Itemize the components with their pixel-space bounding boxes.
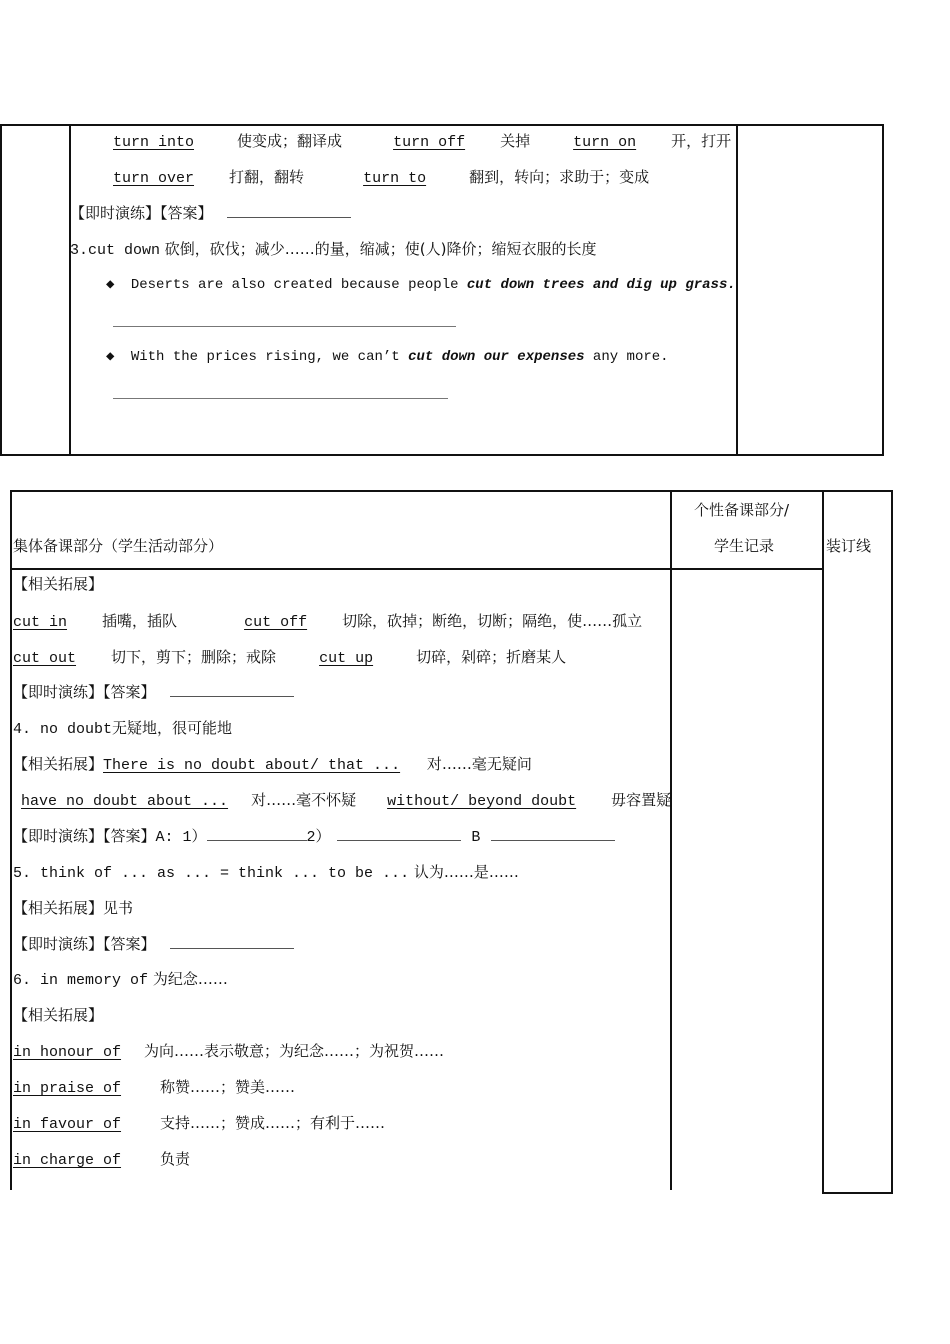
- example-text: Deserts are also created because people: [130, 277, 467, 293]
- no-doubt-extension-row: [13, 754, 532, 776]
- top-table-col-divider-left: [69, 124, 71, 456]
- related-extension-label: 【相关拓展】: [13, 575, 104, 593]
- answer-a2-label: 2）: [306, 829, 331, 846]
- item-5-phrase: 5. think of ... as ... = think ... to be ...: [13, 865, 410, 882]
- meaning: 支持……；赞成……；有利于……: [160, 1114, 386, 1132]
- example-sentence-2: [106, 347, 669, 367]
- answer-blank-b[interactable]: [491, 826, 615, 841]
- item-4-phrase: 4. no doubt: [13, 721, 113, 738]
- translation-blank-1[interactable]: [113, 326, 456, 327]
- no-doubt-phrases-row: [21, 790, 671, 812]
- phrase: turn into: [113, 134, 195, 151]
- meaning: 打翻，翻转: [229, 168, 305, 186]
- meaning: 对……毫不怀疑: [251, 791, 357, 809]
- cut-phrases-row-1: [13, 611, 642, 633]
- related-extension-label-2: 【相关拓展】: [13, 1006, 104, 1024]
- example-text-end: any more.: [584, 349, 669, 365]
- header-side-title-1: 个性备课部分/: [694, 501, 790, 519]
- phrase: in praise of: [13, 1080, 122, 1097]
- diamond-bullet-icon: ◆: [106, 349, 115, 365]
- item-4-heading: [13, 718, 232, 740]
- item-6-meaning: 为纪念……: [152, 970, 228, 988]
- answer-a-label: A: 1）: [155, 829, 207, 846]
- in-phrase-row-2: [13, 1077, 295, 1099]
- meaning: 称赞……；赞美……: [160, 1078, 296, 1096]
- meaning: 使变成；翻译成: [237, 132, 343, 150]
- practice-answer-line-2: [13, 826, 615, 848]
- phrase: in honour of: [13, 1044, 122, 1061]
- in-phrase-row-3: [13, 1113, 385, 1135]
- binding-column: [822, 490, 893, 1194]
- main-table-top-border: [10, 490, 824, 492]
- phrase: in charge of: [13, 1152, 122, 1169]
- turn-phrases-row-1: [113, 131, 731, 153]
- phrase: have no doubt about ...: [21, 793, 229, 810]
- top-table-col-divider-right: [736, 124, 738, 456]
- meaning: 翻到，转向；求助于；变成: [469, 168, 650, 186]
- item-3-meaning: 砍倒，砍伐；减少……的量，缩减；使(人)降价；缩短衣服的长度: [164, 240, 597, 258]
- header-main-title: 集体备课部分（学生活动部分）: [13, 537, 224, 555]
- phrase: cut off: [244, 614, 308, 631]
- meaning: 为向……表示敬意；为纪念……；为祝贺……: [144, 1042, 445, 1060]
- meaning: 对……毫无疑问: [426, 755, 532, 773]
- practice-label: 【即时演练】【答案】: [13, 827, 156, 845]
- item-4-meaning: 无疑地，很可能地: [112, 719, 233, 737]
- phrase: cut up: [319, 650, 374, 667]
- item-6-phrase: 6. in memory of: [13, 972, 149, 989]
- answer-blank-a2[interactable]: [337, 826, 461, 841]
- header-side-title-2: 学生记录: [714, 537, 775, 555]
- item-3-phrase: 3.cut down: [70, 242, 161, 259]
- practice-label: 【即时演练】【答案】: [13, 683, 156, 701]
- answer-blank[interactable]: [227, 203, 351, 218]
- practice-answer-line-top: [70, 203, 351, 223]
- answer-blank[interactable]: [170, 682, 294, 697]
- cut-phrases-row-2: [13, 647, 566, 669]
- example-text: With the prices rising, we can’t: [130, 349, 409, 365]
- in-phrase-row-4: [13, 1149, 190, 1171]
- example-emphasis: cut down our expenses: [408, 349, 585, 365]
- meaning: 关掉: [500, 132, 531, 150]
- phrase: cut out: [13, 650, 77, 667]
- turn-phrases-row-2: [113, 167, 649, 189]
- answer-blank-a1[interactable]: [207, 826, 307, 841]
- phrase: in favour of: [13, 1116, 122, 1133]
- practice-answer-line-3: [13, 934, 294, 954]
- related-extension-see-book: 【相关拓展】见书: [13, 899, 134, 917]
- phrase: without/ beyond doubt: [387, 793, 577, 810]
- phrase: turn to: [363, 170, 427, 187]
- item-3-heading: [70, 239, 597, 261]
- phrase: cut in: [13, 614, 68, 631]
- practice-label: 【即时演练】【答案】: [70, 204, 213, 222]
- meaning: 切除，砍掉；断绝，切断；隔绝，使……孤立: [342, 612, 643, 630]
- main-table-left-border: [10, 490, 12, 1190]
- phrase: turn over: [113, 170, 195, 187]
- practice-answer-line-1: [13, 682, 294, 702]
- meaning: 毋容置疑: [611, 791, 672, 809]
- phrase: turn on: [573, 134, 637, 151]
- meaning: 负责: [160, 1150, 191, 1168]
- main-table-col-divider: [670, 490, 672, 1190]
- diamond-bullet-icon: ◆: [106, 277, 115, 293]
- meaning: 切下，剪下；删除；戒除: [111, 648, 277, 666]
- phrase: There is no doubt about/ that ...: [103, 757, 401, 774]
- item-5-heading: [13, 862, 519, 884]
- answer-b-label: B: [471, 829, 481, 846]
- answer-blank[interactable]: [170, 934, 294, 949]
- in-phrase-row-1: [13, 1041, 444, 1063]
- practice-label: 【即时演练】【答案】: [13, 935, 156, 953]
- example-emphasis: cut down trees and dig up grass.: [466, 277, 736, 293]
- extension-label: 【相关拓展】: [13, 755, 104, 773]
- meaning: 插嘴，插队: [102, 612, 178, 630]
- meaning: 切碎，剁碎；折磨某人: [416, 648, 567, 666]
- binding-line-label: 装订线: [826, 537, 872, 555]
- meaning: 开，打开: [671, 132, 732, 150]
- translation-blank-2[interactable]: [113, 398, 448, 399]
- example-sentence-1: [106, 275, 736, 295]
- item-5-meaning: 认为……是……: [413, 863, 519, 881]
- phrase: turn off: [393, 134, 466, 151]
- main-table-header-divider: [10, 568, 824, 570]
- item-6-heading: [13, 969, 228, 991]
